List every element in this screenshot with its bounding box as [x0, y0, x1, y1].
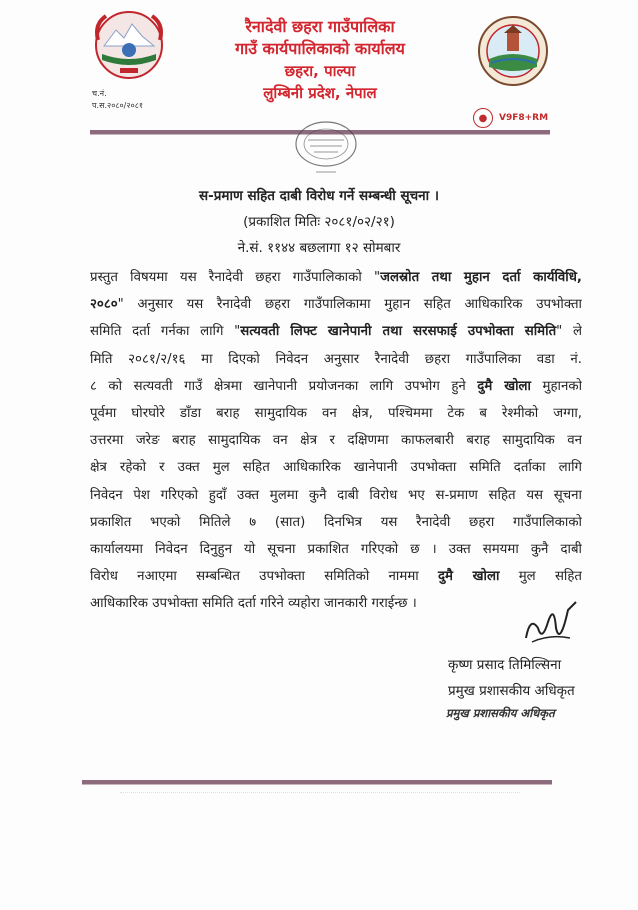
body-text-segment: मुहानको	[531, 378, 582, 394]
body-text-segment: प्रस्तुत विषयमा यस रैनादेवी छहरा गाउँपालिकाको "	[90, 270, 381, 285]
body-line	[90, 373, 582, 400]
body-bold-segment: दुमै खोला	[477, 378, 531, 394]
faint-footer-line	[120, 792, 520, 799]
letter-number-label: च.नं.	[92, 89, 107, 98]
body-bold-segment: जलस्रोत तथा मुहान दर्ता कार्यविधि,	[380, 270, 582, 285]
body-bold-segment: सत्यवती लिफ्ट खानेपानी तथा सरसफाई उपभोक्ता समिति	[240, 324, 557, 340]
signatory-name: कृष्ण प्रसाद तिमिल्सिना	[448, 657, 562, 673]
nepal-sambat-date: ने.सं. ११४४ बछलागा १२ सोमबार	[237, 240, 401, 256]
office-address: छहरा, पाल्पा	[284, 62, 356, 80]
body-line	[90, 400, 582, 427]
body-text-segment: कार्यालयमा निवेदन दिनुहुन यो सूचना प्रकाशित गरिएको छ । उक्त समयमा कुनै दाबी	[90, 541, 582, 557]
body-text-segment: मिति २०८१/२/१६ मा दिएको निवेदन अनुसार रैनादेवी छहरा गाउँपालिका वडा नं.	[90, 351, 582, 367]
body-line	[90, 454, 582, 481]
footer-divider	[82, 780, 552, 785]
body-line	[90, 482, 582, 509]
notice-body	[90, 264, 582, 617]
body-text-segment: प्रकाशित भएको मितिले ७ (सात) दिनभित्र यस रैनादेवी छहरा गाउँपालिकाको	[90, 514, 582, 530]
fiscal-year: प.स.२०८०/२०८१	[92, 101, 144, 110]
body-line	[90, 509, 582, 536]
office-seal	[290, 120, 362, 180]
handwritten-signature	[520, 598, 580, 650]
notice-title: स-प्रमाण सहित दाबी विरोध गर्ने सम्बन्धी सूचना ।	[199, 188, 439, 204]
body-text-segment: " ले	[556, 324, 582, 340]
plus-code: V9F8+RM	[499, 113, 549, 123]
signatory-designation: प्रमुख प्रशासकीय अधिकृत	[448, 683, 575, 699]
nepal-emblem-logo	[92, 10, 166, 80]
body-text-segment: निवेदन पेश गरिएको हुदाँ उक्त मुलमा कुनै दाबी विरोध भए स-प्रमाण सहित यस सूचना	[90, 487, 582, 503]
body-line	[90, 264, 582, 291]
body-line	[90, 318, 582, 345]
body-text-segment: पूर्वमा घोरघोरे डाँडा बराह सामुदायिक वन क्षेत्र, पश्चिममा टेक ब रेश्मीको जग्गा,	[90, 405, 582, 421]
office-name: गाउँ कार्यपालिकाको कार्यालय	[235, 39, 405, 58]
office-header	[170, 16, 470, 104]
location-code	[473, 108, 548, 128]
location-pin-icon: ●	[473, 108, 493, 128]
body-line	[90, 536, 582, 563]
body-line	[90, 427, 582, 454]
body-text-segment: ८ को सत्यवती गाउँ क्षेत्रमा खानेपानी प्रयोजनका लागि उपभोग हुने	[90, 378, 478, 394]
reference-block	[92, 88, 143, 112]
municipality-logo	[477, 15, 549, 87]
body-text-segment: उत्तरमा जरेङ बराह सामुदायिक वन क्षेत्र र दक्षिणमा काफलबारी बराह सामुदायिक वन	[90, 433, 582, 449]
publish-date: (प्रकाशित मितिः २०८१/०२/२१)	[243, 214, 395, 230]
body-bold-segment: २०८०	[90, 297, 118, 313]
body-text-segment: आधिकारिक उपभोक्ता समिति दर्ता गरिने व्यहोरा जानकारी गराईन्छ ।	[90, 596, 417, 612]
signatory-block	[448, 652, 575, 704]
body-text-segment: " अनुसार यस रैनादेवी छहरा गाउँपालिकामा मुहान सहित आधिकारिक उपभोक्ता	[117, 297, 582, 313]
province-country: लुम्बिनी प्रदेश, नेपाल	[263, 84, 377, 102]
body-text-segment: विरोध नआएमा सम्बन्धित उपभोक्ता समितिको नाममा	[90, 569, 438, 585]
body-line	[90, 291, 582, 318]
body-line	[90, 346, 582, 373]
municipality-name: रैनादेवी छहरा गाउँपालिका	[245, 17, 395, 36]
body-line	[90, 590, 582, 617]
body-text-segment: क्षेत्र रहेको र उक्त मुल सहित आधिकारिक खानेपानी उपभोक्ता समिति दर्ताका लागि	[90, 460, 582, 476]
designation-stamp: प्रमुख प्रशासकीय अधिकृत	[446, 706, 555, 720]
body-bold-segment: दुमै खोला	[437, 569, 500, 585]
body-text-segment: समिति दर्ता गर्नका लागि "	[90, 324, 241, 340]
body-text-segment: मुल सहित	[499, 569, 582, 585]
body-line	[90, 563, 582, 590]
